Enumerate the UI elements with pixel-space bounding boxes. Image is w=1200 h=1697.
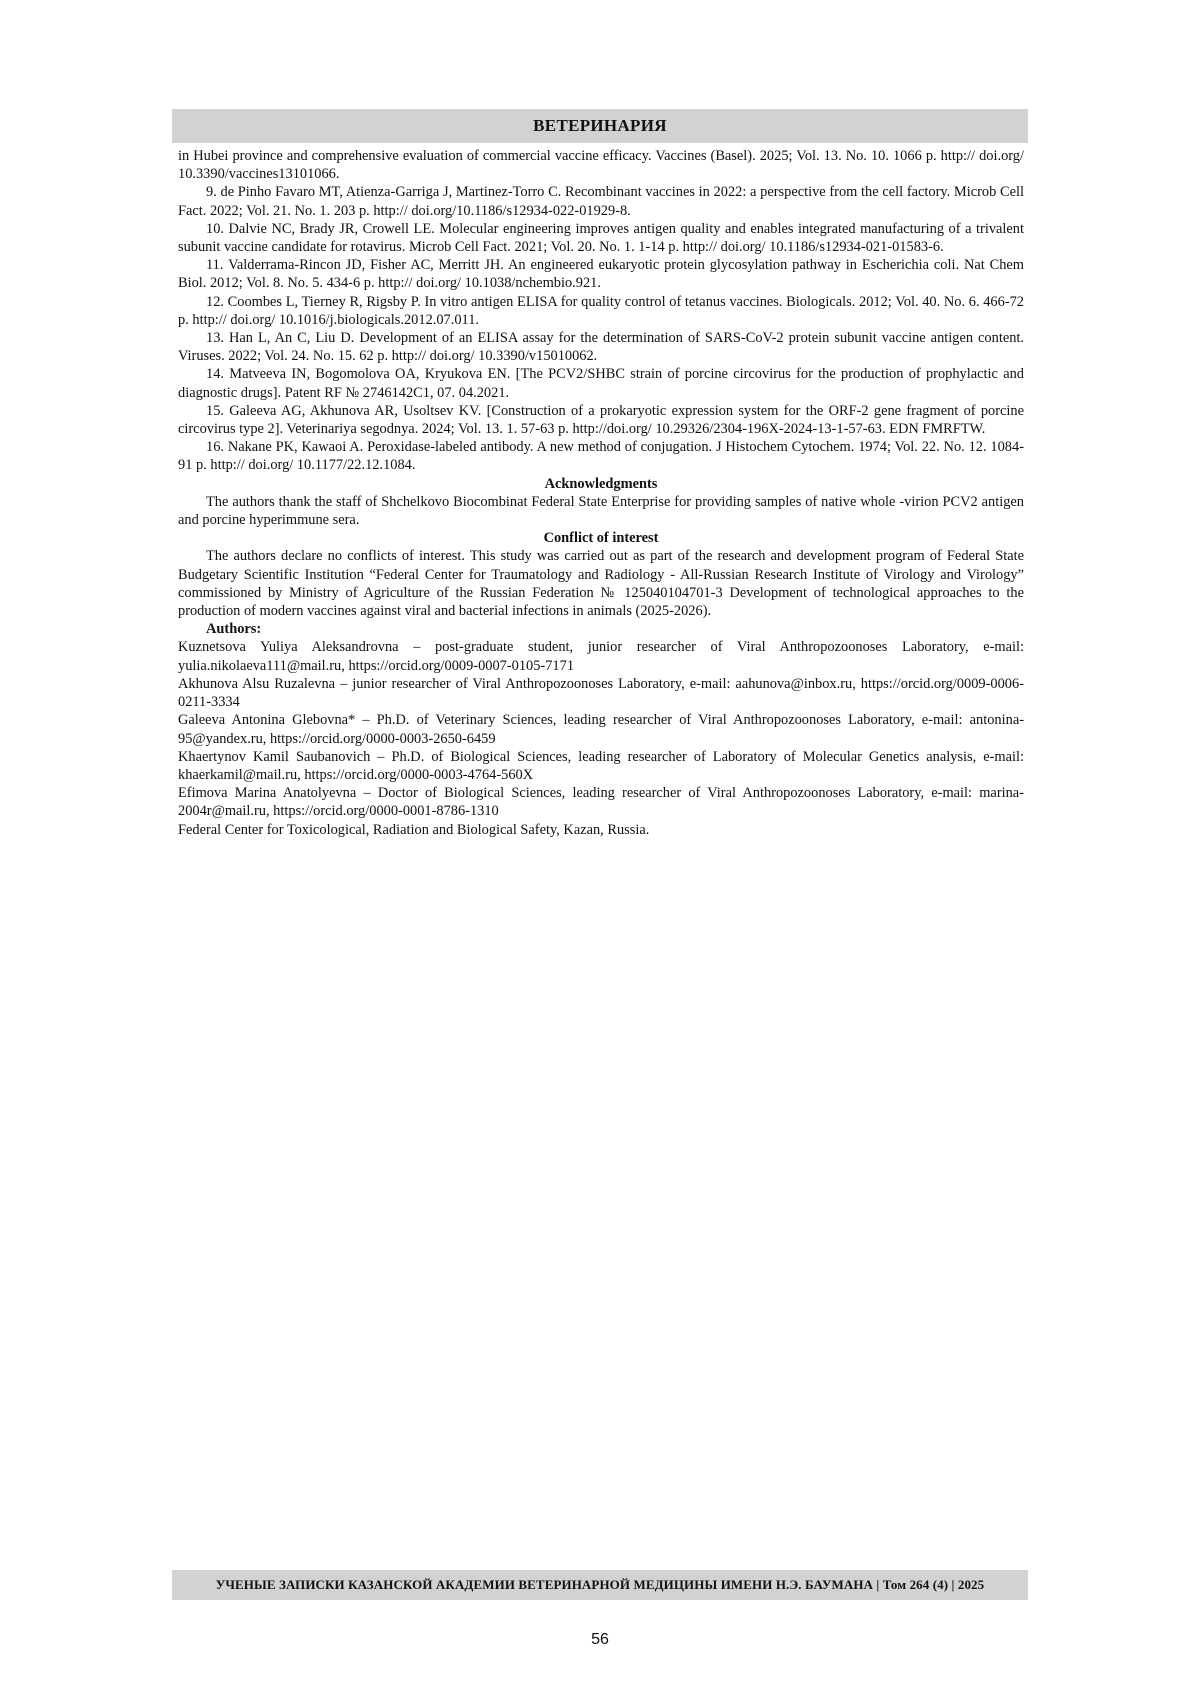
reference-item: 14. Matveeva IN, Bogomolova OA, Kryukova EN. [The PCV2/SHBC strain of porcine circovirus for the production of prophylactic and diagnostic drugs]. Patent RF № 2746142C1, 07. 04.2021. [178, 366, 1024, 401]
reference-item: 12. Coombes L, Tierney R, Rigsby P. In vitro antigen ELISA for quality control of tetanus vaccines. Biologicals. 2012; Vol. 40. No. 6. 466-72 p. http:// doi.org/ 10.1016/j.biologicals.2012.07.011. [178, 293, 1024, 328]
reference-item: 11. Valderrama-Rincon JD, Fisher AC, Merritt JH. An engineered eukaryotic protein glycosylation pathway in Escherichia coli. Nat Chem Biol. 2012; Vol. 8. No. 5. 434-6 p. http:// doi.org/ 10.1038/nchembio.921. [178, 257, 1024, 292]
acknowledgments-text: The authors thank the staff of Shchelkovo Biocombinat Federal State Enterprise for providing samples of native whole -virion PCV2 antigen and porcine hyperimmune sera. [178, 493, 1024, 529]
reference-item: 13. Han L, An C, Liu D. Development of an ELISA assay for the determination of SARS-CoV-2 protein subunit vaccine antigen content. Viruses. 2022; Vol. 24. No. 15. 62 p. http:// doi.org/ 10.3390/v15010062. [178, 330, 1024, 365]
journal-footer-bar [172, 1570, 1028, 1600]
authors-heading: Authors: [206, 621, 262, 638]
conflict-heading: Conflict of interest [543, 530, 659, 547]
journal-footer-text: УЧЕНЫЕ ЗАПИСКИ КАЗАНСКОЙ АКАДЕМИИ ВЕТЕРИНАРНОЙ МЕДИЦИНЫ ИМЕНИ Н.Э. БАУМАНА | Том 264 (4) | 2025 [215, 1577, 985, 1592]
article-content [178, 147, 1024, 839]
reference-list [178, 147, 1024, 475]
reference-item: 9. de Pinho Favaro MT, Atienza-Garriga J, Martinez-Torro C. Recombinant vaccines in 2022: a perspective from the cell factory. Microb Cell Fact. 2022; Vol. 21. No. 1. 203 p. http:// doi.org/10.1186/s12934-022-01929-8. [178, 184, 1024, 219]
author-entry: Khaertynov Kamil Saubanovich – Ph.D. of Biological Sciences, leading researcher of Laboratory of Molecular Genetics analysis, e-mail: khaerkamil@mail.ru, https://orcid.org/0000-0003-4764-560X [178, 748, 1024, 783]
author-entry: Efimova Marina Anatolyevna – Doctor of Biological Sciences, leading researcher of Viral Anthropozoonoses Laboratory, e-mail: marina-2004r@mail.ru, https://orcid.org/0000-0001-8786-1310 [178, 785, 1024, 820]
author-list [178, 638, 1024, 820]
reference-item: 15. Galeeva AG, Akhunova AR, Usoltsev KV. [Construction of a prokaryotic expression system for the ORF-2 gene fragment of porcine circovirus type 2]. Veterinariya segodnya. 2024; Vol. 13. 1. 57-63 p. http://doi.org/ 10.29326/2304-196X-2024-13-1-57-63. EDN FMRFTW. [178, 402, 1024, 438]
author-affiliation: Federal Center for Toxicological, Radiation and Biological Safety, Kazan, Russia. [178, 821, 650, 838]
author-entry: Akhunova Alsu Ruzalevna – junior researcher of Viral Anthropozoonoses Laboratory, e-mail: aahunova@inbox.ru, https://orcid.org/0009-0006-0211-3334 [178, 675, 1024, 711]
section-title: ВЕТЕРИНАРИЯ [533, 116, 667, 135]
reference-item: 16. Nakane PK, Kawaoi A. Peroxidase-labeled antibody. A new method of conjugation. J Histochem Cytochem. 1974; Vol. 22. No. 12. 1084-91 p. http:// doi.org/ 10.1177/22.12.1084. [178, 439, 1024, 474]
author-entry: Kuznetsova Yuliya Aleksandrovna – post-graduate student, junior researcher of Viral Anthropozoonoses Laboratory, e-mail: yulia.nikolaeva111@mail.ru, https://orcid.org/0009-0007-0105-7171 [178, 639, 1024, 674]
page-number: 56 [591, 1631, 609, 1648]
reference-item: in Hubei province and comprehensive evaluation of commercial vaccine efficacy. Vaccines (Basel). 2025; Vol. 13. No. 10. 1066 p. http:// doi.org/ 10.3390/vaccines13101066. [178, 148, 1024, 183]
author-entry: Galeeva Antonina Glebovna* – Ph.D. of Veterinary Sciences, leading researcher of Viral Anthropozoonoses Laboratory, e-mail: antonina-95@yandex.ru, https://orcid.org/0000-0003-2650-6459 [178, 712, 1024, 747]
section-header-bar [172, 109, 1028, 143]
acknowledgments-heading: Acknowledgments [544, 475, 658, 492]
conflict-text: The authors declare no conflicts of interest. This study was carried out as part of the research and development program of Federal State Budgetary Scientific Institution “Federal Center for Traumatology and Radiology - All-Russian Research Institute of Virology and Virology” commissioned by Ministry of Agriculture of the Russian Federation № 125040104701-3 Development of technological approaches to the production of modern vaccines against viral and bacterial infections in animals (2025-2026). [178, 548, 1024, 620]
reference-item: 10. Dalvie NC, Brady JR, Crowell LE. Molecular engineering improves antigen quality and enables integrated manufacturing of a trivalent subunit vaccine candidate for rotavirus. Microb Cell Fact. 2021; Vol. 20. No. 1. 1-14 p. http:// doi.org/ 10.1186/s12934-021-01583-6. [178, 220, 1024, 256]
